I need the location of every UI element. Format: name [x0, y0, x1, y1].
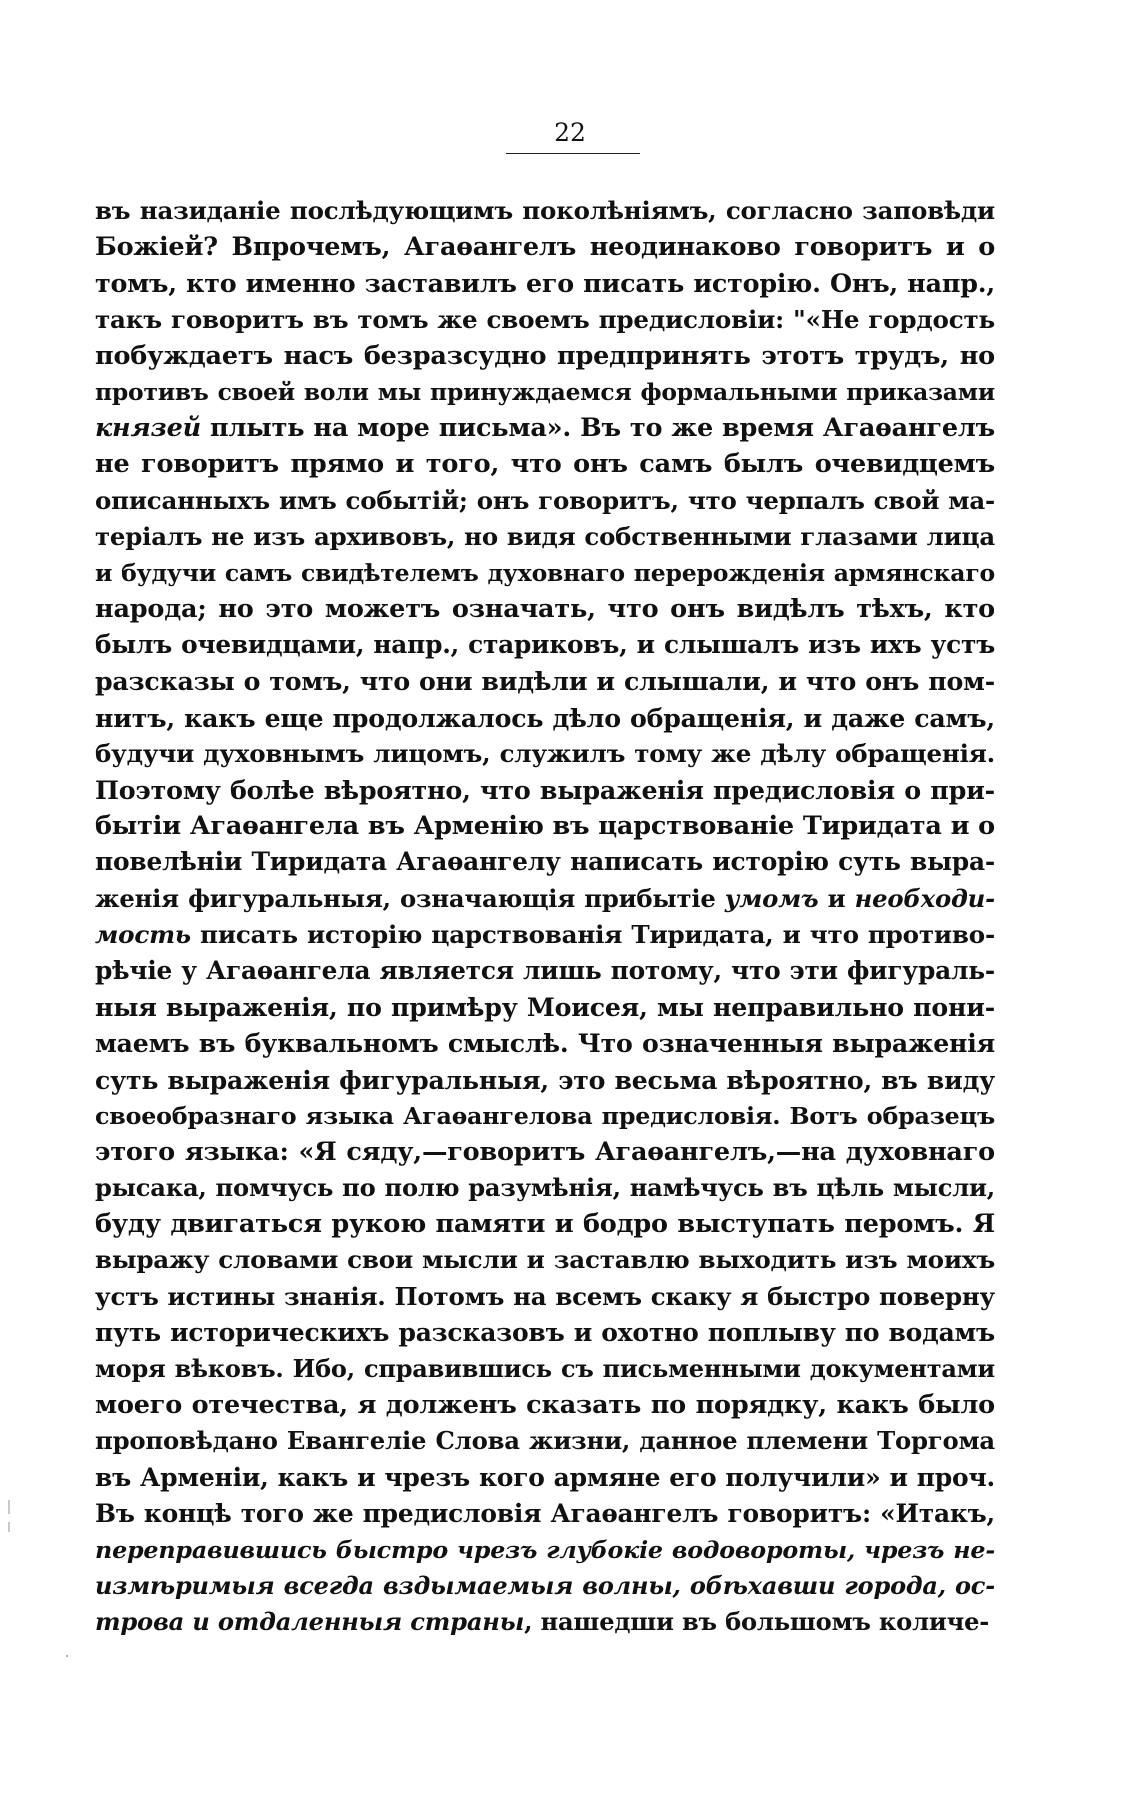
text-segment: не говоритъ прямо и того, что онъ самъ былъ очевидцемъ: [95, 449, 995, 480]
text-line: [95, 1460, 995, 1496]
text-line: [95, 1062, 995, 1098]
text-segment: такъ говоритъ въ томъ же своемъ предисловіи: "«Не гордость: [95, 304, 995, 334]
scan-margin-mark: [8, 1500, 10, 1514]
scan-margin-mark: [8, 1522, 10, 1532]
text-line: [95, 483, 995, 519]
text-line: [95, 1423, 995, 1459]
text-line: [95, 1315, 995, 1351]
text-line: [95, 591, 995, 627]
text-line: [95, 1568, 995, 1604]
text-line: [95, 1532, 995, 1568]
text-segment: рысака, помчусь по полю разумѣнія, намѣчусь въ цѣль мысли,: [95, 1173, 995, 1203]
text-segment: ныя выраженія, по примѣру Моисея, мы неправильно пони-: [95, 992, 995, 1023]
text-line: [95, 1496, 995, 1532]
text-segment: Поэтому болѣе вѣроятно, что выраженія предисловія о при-: [95, 775, 995, 805]
text-line: [95, 700, 995, 736]
italic-text: князей: [95, 413, 201, 444]
text-line: [95, 1387, 995, 1423]
text-segment: проповѣдано Евангеліе Слова жизни, данное племени Торгома: [95, 1426, 995, 1456]
text-line: [95, 338, 995, 374]
italic-text: мость: [95, 919, 191, 949]
text-segment: былъ очевидцами, напр., стариковъ, и слышалъ изъ ихъ устъ: [95, 630, 995, 660]
text-segment: буду двигаться рукою памяти и бодро выступать перомъ. Я: [95, 1209, 995, 1240]
text-line: [95, 1170, 995, 1206]
text-segment: томъ, кто именно заставилъ его писать исторію. Онъ, напр.,: [95, 268, 995, 299]
text-line: [95, 446, 995, 482]
text-segment: будучи духовнымъ лицомъ, служилъ тому же дѣлу обращенія.: [95, 738, 995, 768]
text-segment: въ Арменіи, какъ и чрезъ кого армяне его получили» и проч.: [95, 1462, 995, 1492]
text-segment: моря вѣковъ. Ибо, справившись съ письменными документами: [95, 1354, 995, 1383]
text-segment: маемъ въ буквальномъ смыслѣ. Что означенныя выраженія: [95, 1028, 995, 1059]
text-segment: и: [818, 883, 855, 913]
text-segment: писать исторію царствованія Тиридата, и что противо-: [190, 919, 995, 949]
text-line: [95, 1134, 995, 1170]
page-number-rule: [506, 153, 640, 154]
text-segment: повелѣніи Тиридата Агаѳангелу написать исторію суть выра-: [95, 847, 995, 877]
text-segment: моего отечества, я долженъ сказать по порядку, какъ было: [95, 1390, 995, 1421]
text-segment: теріалъ не изъ архивовъ, но видя собственными глазами лица: [95, 521, 995, 551]
text-line: [95, 1604, 995, 1640]
text-segment: рѣчіе у Агаѳангела является лишь потому, что эти фигураль-: [95, 955, 995, 985]
text-line: [95, 917, 995, 953]
text-line: [95, 844, 995, 880]
text-line: [95, 265, 995, 301]
text-segment: въ назиданіе послѣдующимъ поколѣніямъ, согласно заповѣди: [95, 196, 995, 225]
text-line: [95, 193, 995, 229]
text-segment: этого языка: «Я сяду,—говоритъ Агаѳангелъ,—на духовнаго: [95, 1136, 995, 1167]
text-segment: женія фигуральныя, означающія прибытіе: [95, 883, 725, 913]
body-text: [95, 193, 995, 1641]
text-line: [95, 1025, 995, 1061]
italic-text: измѣримыя всегда вздымаемыя волны, обѣхавши города, ос-: [95, 1571, 995, 1601]
text-line: [95, 1098, 995, 1134]
italic-text: переправившись быстро чрезъ глубокіе водовороты, чрезъ не-: [95, 1535, 995, 1564]
text-line: [95, 953, 995, 989]
text-segment: выражу словами свои мысли и заставлю выходить изъ моихъ: [95, 1245, 995, 1275]
text-line: [95, 808, 995, 844]
text-segment: Въ концѣ того же предисловія Агаѳангелъ говоритъ: «Итакъ,: [95, 1498, 995, 1528]
text-segment: разсказы о томъ, что они видѣли и слышали, и что онъ пом-: [95, 666, 995, 697]
text-line: [95, 1351, 995, 1387]
text-line: [95, 736, 995, 772]
text-line: [95, 1279, 995, 1315]
text-segment: устъ истины знанія. Потомъ на всемъ скаку я быстро поверну: [95, 1281, 995, 1311]
text-line: [95, 627, 995, 663]
scan-speck: [66, 1655, 68, 1657]
italic-text: трова и отдаленныя страны: [95, 1607, 525, 1637]
text-line: [95, 229, 995, 265]
text-segment: нитъ, какъ еще продолжалось дѣло обращенія, и даже самъ,: [95, 702, 995, 733]
text-line: [95, 663, 995, 699]
page-number: 22: [554, 118, 586, 147]
text-segment: бытіи Агаѳангела въ Арменію въ царствованіе Тиридата и о: [95, 811, 995, 842]
text-segment: путь историческихъ разсказовъ и охотно поплыву по водамъ: [95, 1317, 995, 1347]
italic-text: умомъ: [724, 883, 819, 913]
text-line: [95, 374, 995, 410]
text-line: [95, 410, 995, 446]
text-line: [95, 772, 995, 808]
text-segment: описанныхъ имъ событій; онъ говоритъ, что черпалъ свой ма-: [95, 485, 995, 515]
text-segment: , нашедши въ большомъ количе-: [524, 1607, 990, 1637]
text-segment: Божіей? Впрочемъ, Агаѳангелъ неодинаково говоритъ и о: [95, 232, 995, 263]
text-line: [95, 881, 995, 917]
text-segment: народа; но это можетъ означать, что онъ видѣлъ тѣхъ, кто: [95, 594, 995, 625]
text-segment: побуждаетъ насъ безразсудно предпринять этотъ трудъ, но: [95, 340, 995, 371]
text-segment: плыть на море письма». Въ то же время Агаѳангелъ: [200, 413, 995, 444]
italic-text: необходи-: [854, 883, 995, 913]
text-line: [95, 302, 995, 338]
text-line: [95, 989, 995, 1025]
text-line: [95, 1206, 995, 1242]
text-line: [95, 1242, 995, 1278]
text-segment: противъ своей воли мы принуждаемся формальными приказами: [95, 377, 995, 406]
text-line: [95, 555, 995, 591]
text-line: [95, 519, 995, 555]
text-segment: своеобразнаго языка Агаѳангелова предисловія. Вотъ образецъ: [95, 1101, 995, 1130]
text-segment: и будучи самъ свидѣтелемъ духовнаго перерожденія армянскаго: [95, 558, 995, 587]
text-segment: суть выраженія фигуральныя, это весьма вѣроятно, въ виду: [95, 1064, 995, 1095]
